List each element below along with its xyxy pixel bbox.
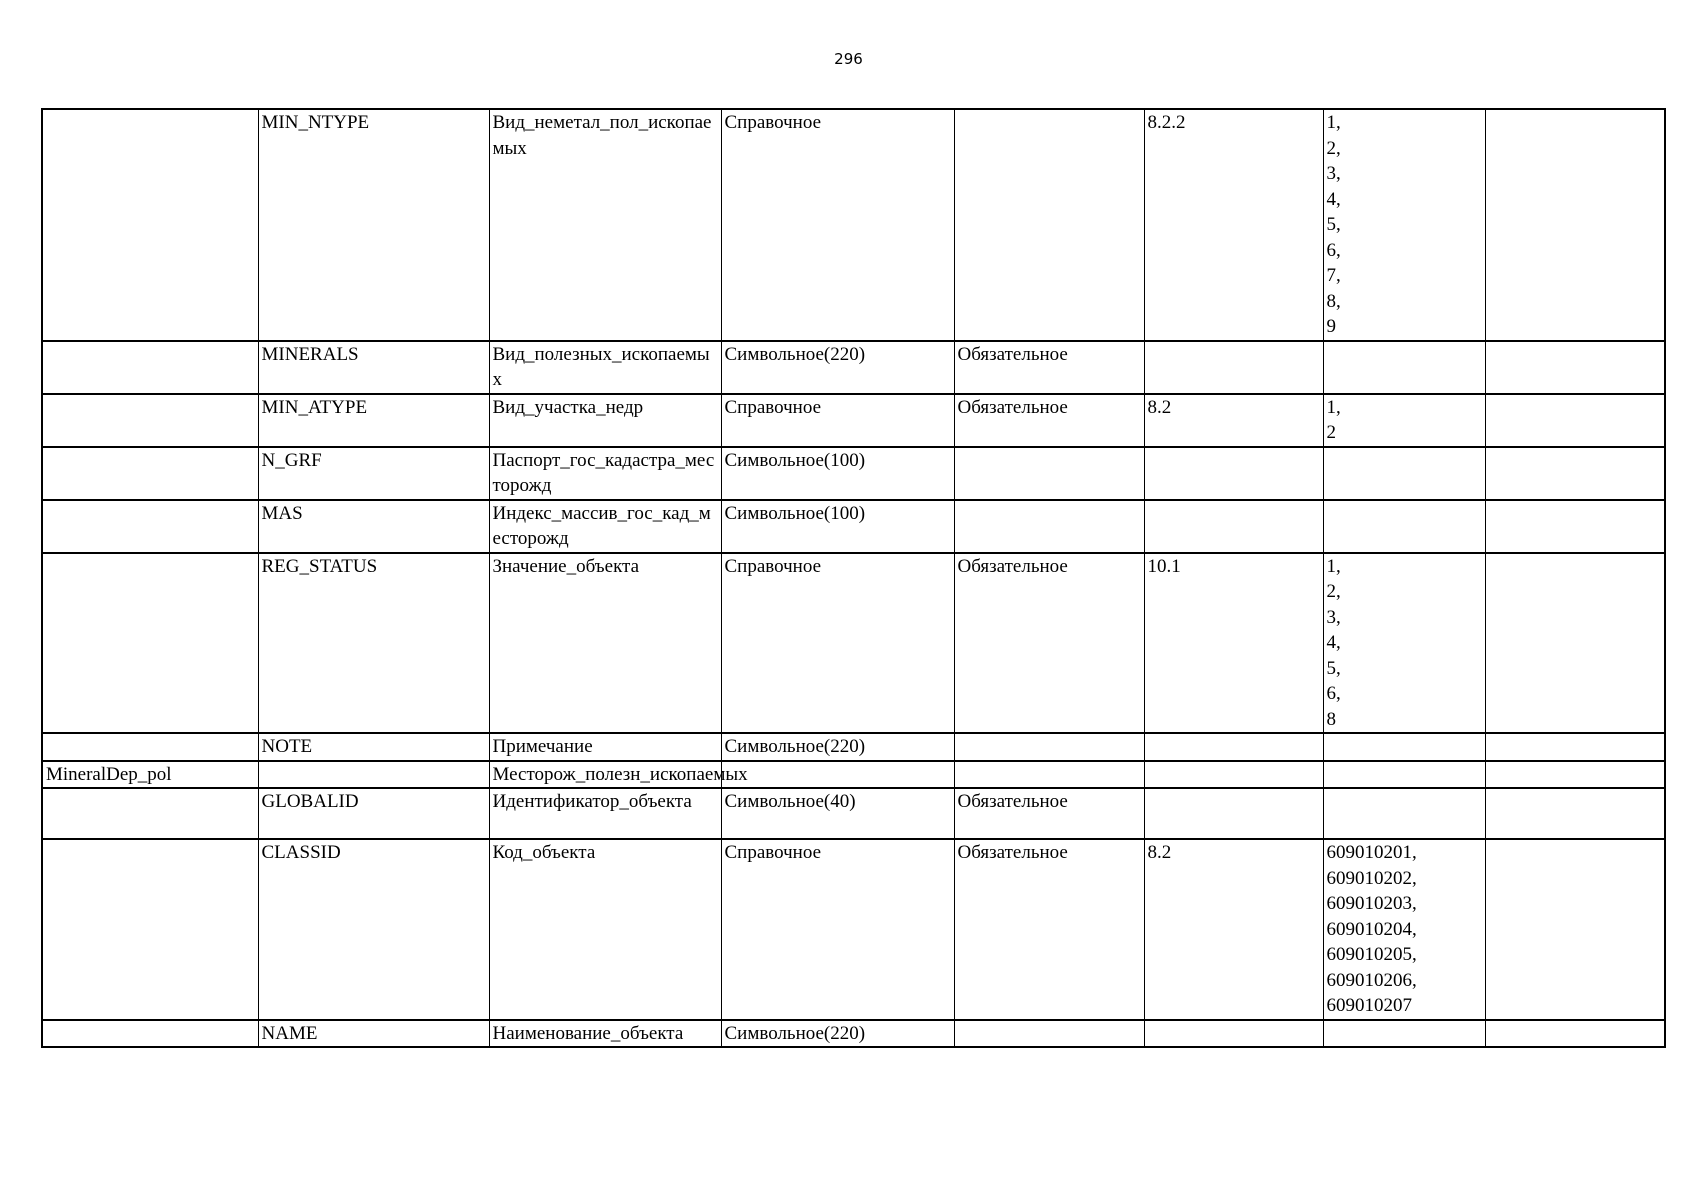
required-cell <box>954 733 1144 761</box>
layer-cell <box>42 341 258 394</box>
field-description-cell: Паспорт_гос_кадастра_месторожд <box>489 447 721 500</box>
field-description-cell: Вид_участка_недр <box>489 394 721 447</box>
values-cell <box>1323 733 1485 761</box>
field-description-cell: Идентификатор_объекта <box>489 788 721 839</box>
field-name-cell: GLOBALID <box>258 788 489 839</box>
field-type-cell: Справочное <box>721 109 954 341</box>
classifier-cell <box>1144 1020 1323 1048</box>
table-row <box>42 1020 1665 1048</box>
values-cell <box>1323 788 1485 839</box>
note-cell <box>1485 394 1665 447</box>
layer-cell <box>42 1020 258 1048</box>
layer-cell <box>42 788 258 839</box>
layer-cell <box>42 447 258 500</box>
field-type-cell <box>721 761 954 789</box>
note-cell <box>1485 341 1665 394</box>
classifier-cell: 8.2 <box>1144 394 1323 447</box>
values-cell <box>1323 341 1485 394</box>
field-name-cell: NOTE <box>258 733 489 761</box>
field-type-cell: Символьное(220) <box>721 733 954 761</box>
field-description-cell: Наименование_объекта <box>489 1020 721 1048</box>
layer-cell <box>42 553 258 734</box>
classifier-cell: 10.1 <box>1144 553 1323 734</box>
field-description-cell: Вид_неметал_пол_ископаемых <box>489 109 721 341</box>
field-type-cell: Символьное(220) <box>721 1020 954 1048</box>
field-name-cell <box>258 761 489 789</box>
field-description-cell: Код_объекта <box>489 839 721 1020</box>
table-row <box>42 447 1665 500</box>
page-number: 296 <box>834 50 863 68</box>
field-description-cell: Значение_объекта <box>489 553 721 734</box>
classifier-cell <box>1144 341 1323 394</box>
required-cell <box>954 1020 1144 1048</box>
field-name-cell: N_GRF <box>258 447 489 500</box>
values-cell: 1, 2 <box>1323 394 1485 447</box>
values-cell <box>1323 447 1485 500</box>
note-cell <box>1485 761 1665 789</box>
values-cell <box>1323 500 1485 553</box>
note-cell <box>1485 447 1665 500</box>
required-cell <box>954 109 1144 341</box>
required-cell: Обязательное <box>954 553 1144 734</box>
field-name-cell: REG_STATUS <box>258 553 489 734</box>
note-cell <box>1485 788 1665 839</box>
field-description-cell: Примечание <box>489 733 721 761</box>
layer-cell <box>42 733 258 761</box>
note-cell <box>1485 839 1665 1020</box>
field-type-cell: Справочное <box>721 553 954 734</box>
required-cell <box>954 447 1144 500</box>
attribute-table <box>41 108 1666 1048</box>
field-name-cell: MINERALS <box>258 341 489 394</box>
classifier-cell: 8.2 <box>1144 839 1323 1020</box>
field-description-cell: Месторож_полезн_ископаемых <box>489 761 721 789</box>
classifier-cell <box>1144 500 1323 553</box>
values-cell: 609010201, 609010202, 609010203, 609010204, 609010205, 609010206, 609010207 <box>1323 839 1485 1020</box>
table-row <box>42 553 1665 734</box>
field-type-cell: Символьное(220) <box>721 341 954 394</box>
field-name-cell: NAME <box>258 1020 489 1048</box>
layer-cell: MineralDep_pol <box>42 761 258 789</box>
table-row <box>42 394 1665 447</box>
field-type-cell: Символьное(40) <box>721 788 954 839</box>
table-row <box>42 733 1665 761</box>
required-cell <box>954 761 1144 789</box>
note-cell <box>1485 109 1665 341</box>
table-row <box>42 109 1665 341</box>
table-body <box>42 109 1665 1047</box>
classifier-cell <box>1144 761 1323 789</box>
values-cell: 1, 2, 3, 4, 5, 6, 8 <box>1323 553 1485 734</box>
layer-cell <box>42 109 258 341</box>
field-type-cell: Символьное(100) <box>721 447 954 500</box>
note-cell <box>1485 553 1665 734</box>
values-cell <box>1323 1020 1485 1048</box>
required-cell: Обязательное <box>954 341 1144 394</box>
layer-cell <box>42 394 258 447</box>
field-name-cell: CLASSID <box>258 839 489 1020</box>
layer-cell <box>42 500 258 553</box>
classifier-cell <box>1144 733 1323 761</box>
required-cell: Обязательное <box>954 839 1144 1020</box>
field-type-cell: Справочное <box>721 394 954 447</box>
values-cell: 1, 2, 3, 4, 5, 6, 7, 8, 9 <box>1323 109 1485 341</box>
note-cell <box>1485 733 1665 761</box>
values-cell <box>1323 761 1485 789</box>
table-row <box>42 788 1665 839</box>
field-name-cell: MAS <box>258 500 489 553</box>
table-row <box>42 761 1665 789</box>
field-description-cell: Индекс_массив_гос_кад_месторожд <box>489 500 721 553</box>
required-cell: Обязательное <box>954 394 1144 447</box>
table-row <box>42 500 1665 553</box>
field-description-cell: Вид_полезных_ископаемых <box>489 341 721 394</box>
classifier-cell: 8.2.2 <box>1144 109 1323 341</box>
table-row <box>42 839 1665 1020</box>
field-type-cell: Справочное <box>721 839 954 1020</box>
note-cell <box>1485 1020 1665 1048</box>
required-cell: Обязательное <box>954 788 1144 839</box>
note-cell <box>1485 500 1665 553</box>
required-cell <box>954 500 1144 553</box>
field-name-cell: MIN_ATYPE <box>258 394 489 447</box>
table-row <box>42 341 1665 394</box>
field-name-cell: MIN_NTYPE <box>258 109 489 341</box>
classifier-cell <box>1144 447 1323 500</box>
layer-cell <box>42 839 258 1020</box>
classifier-cell <box>1144 788 1323 839</box>
field-type-cell: Символьное(100) <box>721 500 954 553</box>
